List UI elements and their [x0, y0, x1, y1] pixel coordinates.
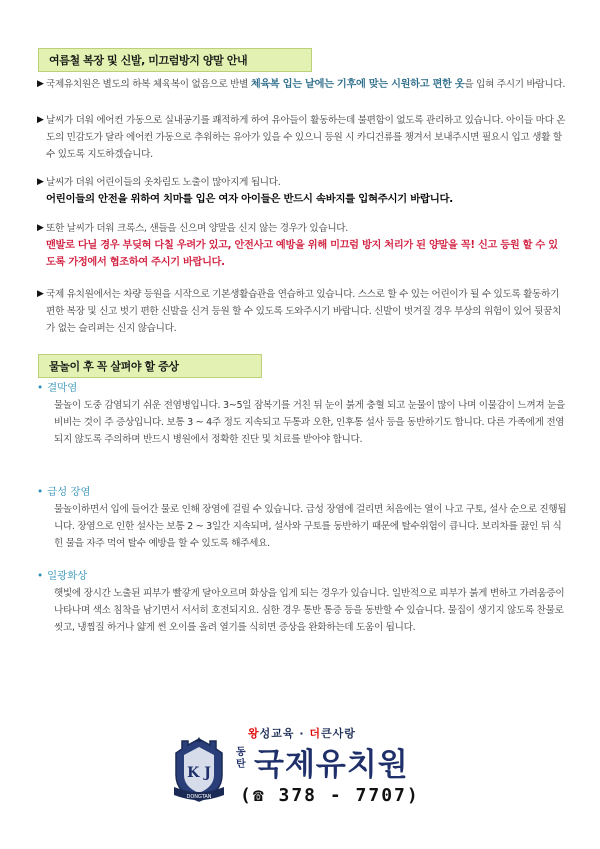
bullet-text: 날씨가 더워 에어컨 가동으로 실내공기를 쾌적하게 하여 유아들이 활동하는데 불편함이 없도록 관리하고 있습니다. 아이들 마다 온도의 민감도가 달라 에어컨 가동으로 추워하는 유아가 있을 수 있으니 등원 시 카디건류를 챙겨서 보내주시면 필요시 입고 생활 할 수 있도록 지도하겠습니다. [46, 115, 566, 160]
symptom-item [37, 568, 567, 636]
section-title-water-play-symptoms: 물놀이 후 꼭 살펴야 할 증상 [38, 354, 262, 378]
bullet-text: 날씨가 더워 어린이들의 옷차림도 노출이 많아지게 됩니다. [46, 177, 281, 188]
emblem-caption: DONGTAN [186, 794, 212, 800]
highlight-text: 맨발로 다닐 경우 부딪혀 다칠 우려가 있고, 안전사고 예방을 위해 미끄럼 방지 처리가 된 양말을 꼭! 신고 등원 할 수 있도록 가정에서 협조하여 주시기 바랍니다. [46, 240, 558, 268]
school-slogan: 왕성교육 · 더큰사랑 [248, 727, 356, 740]
arrow-bullet-icon: ▶ [37, 289, 44, 299]
symptom-item [37, 484, 567, 552]
bullet-text: 또한 날씨가 더워 크록스, 샌들을 신으며 양말을 신지 않는 경우가 있습니다. [46, 223, 349, 234]
bullet-text: 국제유치원은 별도의 하복 체육복이 없음으로 반별 [46, 79, 251, 90]
school-name: 국제유치원 [254, 747, 409, 783]
branch-name: 동탄 [236, 747, 246, 770]
symptom-description: 물놀이 도중 감염되기 쉬운 전염병입니다. 3~5일 잠복기를 거친 뒤 눈이 붉게 충혈 되고 눈물이 많이 나며 이물감이 느껴져 눈을 비비는 것이 주 증상입니다. 보통 3 ~ 4주 정도 지속되고 두통과 오한, 인후통 설사 등을 동반하기도 합니다. 다른 가족에게 전염되지 않도록 주의하며 반드시 병원에서 정확한 진단 및 치료를 받아야 합니다. [54, 400, 565, 445]
notice-bullet [37, 286, 567, 337]
notice-bullet [37, 174, 567, 208]
notice-bullet [37, 76, 567, 93]
arrow-bullet-icon: ▶ [37, 79, 44, 89]
notice-bullet [37, 112, 567, 163]
symptom-description: 물놀이하면서 입에 들어간 물로 인해 장염에 걸릴 수 있습니다. 급성 장염에 걸리면 처음에는 열이 나고 구토, 설사 순으로 진행됩니다. 장염으로 인한 설사는 보통 2 ~ 3일간 지속되며, 설사와 구토를 동반하기 때문에 탈수위험이 큽니다. 보리차를 끓인 뒤 식힌 물을 자주 먹여 탈수 예방을 할 수 있도록 해주세요. [54, 504, 567, 549]
bullet-dot-icon: • [37, 486, 44, 498]
symptom-item [37, 380, 567, 448]
symptom-title: 일광화상 [47, 570, 88, 582]
symptom-title: 결막염 [47, 382, 78, 394]
arrow-bullet-icon: ▶ [37, 177, 44, 187]
bullet-dot-icon: • [37, 382, 44, 394]
symptom-description: 햇빛에 장시간 노출된 피부가 빨갛게 달아오르며 화상을 입게 되는 경우가 있습니다. 일반적으로 피부가 붉게 변하고 가려움증이 나타나며 색소 침착을 남기면서 서서히 호전되지요. 심한 경우 통반 통증 등을 동반할 수 있습니다. 물집이 생기지 않도록 찬물로 씻고, 냉찜질 하거나 얇게 썬 오이를 올려 열기를 식히면 증상을 완화하는데 도움이 됩니다. [54, 588, 565, 633]
notice-bullet [37, 220, 567, 271]
bullet-dot-icon: • [37, 570, 44, 582]
arrow-bullet-icon: ▶ [37, 115, 44, 125]
highlight-text: 어린이들의 안전을 위하여 치마를 입은 여자 아이들은 반드시 속바지를 입혀주시기 바랍니다. [46, 193, 453, 205]
school-emblem-icon [170, 735, 228, 803]
symptom-title: 급성 장염 [47, 486, 91, 498]
phone-number: (☎ 378 - 7707) [240, 785, 420, 806]
highlight-text: 체육복 입는 날에는 기후에 맞는 시원하고 편한 옷 [250, 79, 465, 90]
bullet-text: 국제 유치원에서는 차량 등원을 시작으로 기본생활습관을 연습하고 있습니다. 스스로 할 수 있는 어린이가 될 수 있도록 활동하기 편한 복장 및 신고 벗기 편한 신발을 신겨 등원 할 수 있도록 도와주시기 바랍니다. 신발이 벗겨질 경우 부상의 위험이 있어 뒷꿈치가 없는 슬리퍼는 신지 않습니다. [46, 289, 562, 334]
arrow-bullet-icon: ▶ [37, 223, 44, 233]
section-title-summer-clothing: 여름철 복장 및 신발, 미끄럼방지 양말 안내 [38, 48, 312, 72]
emblem-letters: K J [187, 765, 211, 781]
school-logo-footer [170, 723, 430, 813]
bullet-text: 을 입혀 주시기 바랍니다. [464, 79, 566, 90]
